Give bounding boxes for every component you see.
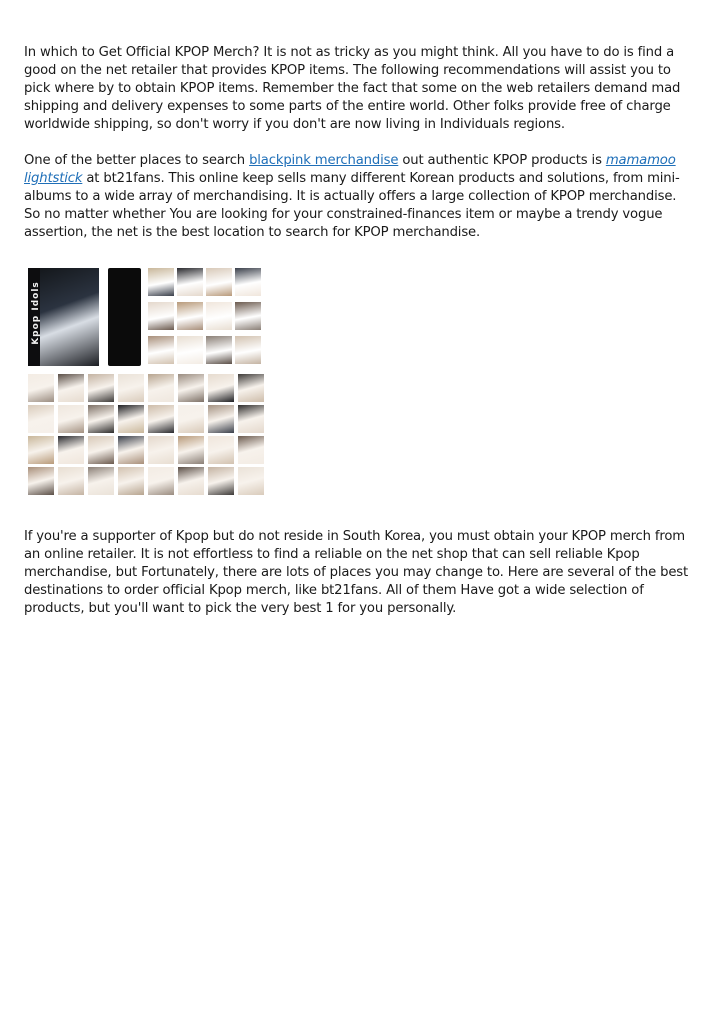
paragraph-supporter: If you're a supporter of Kpop but do not reside in South Korea, you must obtain your KPOP merch from an online retailer. It is not effortless to find a reliable on the net shop that can sell reliable Kpop merchandise, but Fortunately, there are lots of places you may change to. Here are several of the best destinations to order official Kpop merch, like bt21fans. All of them Have got a wide selection of products, but you'll want to pick the very best 1 for you personally.: [24, 529, 689, 616]
photocard: [206, 302, 232, 330]
photocard: [88, 374, 114, 402]
photocard: [118, 374, 144, 402]
photocard: [208, 374, 234, 402]
photocard: [28, 436, 54, 464]
photocard-product-image: [28, 268, 268, 500]
photocard: [118, 405, 144, 433]
photocard: [118, 467, 144, 495]
photocard: [177, 336, 203, 364]
photocard: [148, 436, 174, 464]
album-spine-text: Kpop Idols: [30, 281, 41, 345]
photocard: [208, 467, 234, 495]
photocard: [235, 268, 261, 296]
photocard: [148, 268, 174, 296]
article-body: [24, 44, 696, 636]
photocard: [235, 336, 261, 364]
photocard: [148, 405, 174, 433]
photocard: [28, 467, 54, 495]
photocard: [148, 302, 174, 330]
album-cover: [28, 268, 99, 366]
photocard: [178, 467, 204, 495]
photocard: [88, 467, 114, 495]
photocard: [208, 436, 234, 464]
photocard: [206, 336, 232, 364]
paragraph-text: One of the better places to search: [24, 153, 250, 168]
photocard: [58, 436, 84, 464]
photocard: [58, 467, 84, 495]
photocard: [148, 374, 174, 402]
photocard: [238, 436, 264, 464]
photocard: [177, 268, 203, 296]
album-spine: [28, 268, 40, 366]
photocard: [235, 302, 261, 330]
photocard: [178, 405, 204, 433]
photocard: [88, 405, 114, 433]
photocard: [178, 374, 204, 402]
photocard: [28, 405, 54, 433]
paragraph-text: at bt21fans. This online keep sells many different Korean products and solutions, from mini-albums to a wide array of merchandising. It is actually offers a large collection of KPOP merchandise. So no matter whether You are looking for your constrained-finances item or maybe a trendy vogue assertion, the net is the best location to search for KPOP merchandise.: [24, 171, 680, 240]
photocard: [58, 405, 84, 433]
photocard: [118, 436, 144, 464]
photocard: [208, 405, 234, 433]
mamamoo-lightstick-link[interactable]: mamamoo lightstick: [24, 153, 676, 186]
black-card: [108, 268, 141, 366]
photocard: [238, 374, 264, 402]
paragraph-text: out authentic KPOP products is: [398, 153, 606, 168]
photocard: [238, 405, 264, 433]
paragraph-intro: In which to Get Official KPOP Merch? It is not as tricky as you might think. All you have to do is find a good on the net retailer that provides KPOP items. The following recommendations will assist you to pick where by to obtain KPOP items. Remember the fact that some on the web retailers demand mad shipping and delivery expenses to some parts of the entire world. Other folks provide free of charge worldwide shipping, so don't worry if you don't are now living in Individuals regions.: [24, 45, 681, 132]
photocard: [148, 467, 174, 495]
blackpink-merchandise-link[interactable]: blackpink merchandise: [249, 153, 399, 168]
paragraph-recommendation: [24, 152, 696, 242]
photocard: [238, 467, 264, 495]
photocard: [148, 336, 174, 364]
photocard: [206, 268, 232, 296]
photocard: [58, 374, 84, 402]
photocard: [178, 436, 204, 464]
photocard: [28, 374, 54, 402]
photocard: [177, 302, 203, 330]
photocard: [88, 436, 114, 464]
